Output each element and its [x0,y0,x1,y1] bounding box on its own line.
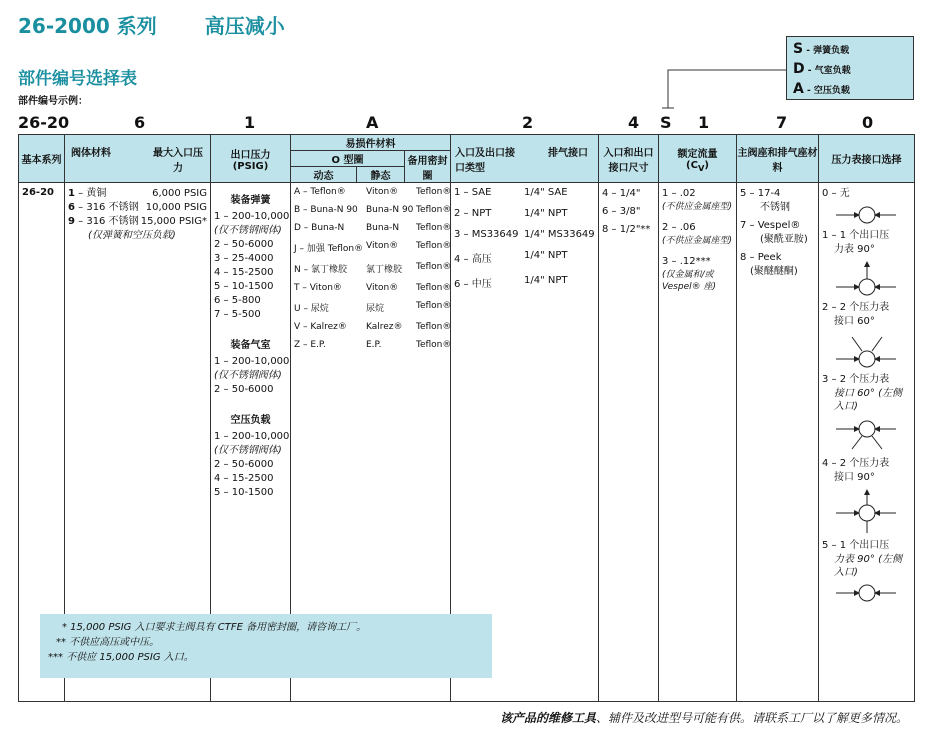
footnote: *** 不供应 15,000 PSIG 入口。 [48,652,194,663]
flow-option: 2 – .06 [662,222,696,233]
col-backup: 备用密封圈 [405,151,451,183]
wear-backup: Teflon® [416,262,452,272]
gauge-note: 接口 90° [834,472,875,483]
seat-note: (聚酰亚胺) [760,234,808,245]
wear-static: Viton® [366,187,399,197]
outlet-option: 1 – 200-10,000 [214,431,290,442]
col-outlet: 出口压力 (PSIG) [211,135,291,183]
air-title: 空压负载 [230,415,271,426]
col-dynamic: 动态 [291,167,357,183]
outlet-option: 5 – 10-1500 [214,487,274,498]
port-option: 1 – SAE [454,187,492,198]
dome-title: 装备气室 [230,340,271,351]
seq-port-size: 4 [628,113,640,132]
col-port-size: 入口和出口接口尺寸 [599,135,659,183]
seat-note: 不锈钢 [760,202,790,213]
col-wear: 易损件材料 [291,135,451,151]
gauge-5-icon [832,581,902,605]
flow-note: (仅金属和/或 Vespel® 座) [662,270,716,292]
seq-wear: A [366,113,379,132]
outlet-option: 1 – 200-10,000 [214,211,290,222]
seat-option: 8 – Peek [740,252,782,263]
seq-load: S [660,113,672,132]
outlet-option: 6 – 5-800 [214,295,261,306]
outlet-note: (仅不锈钢阀体) [214,370,282,381]
col-oring: O 型圈 [291,151,405,167]
title-code: 26-2000 系列 [18,14,157,38]
flow-note: (不供应金属座型) [662,236,733,246]
flow-cell [659,183,737,702]
outlet-option: 2 – 50-6000 [214,239,274,250]
vent-option: 1/4" NPT [524,275,568,286]
seat-option: 5 – 17-4 [740,188,781,199]
wear-static: Buna-N 90 [366,205,414,215]
col-flow: 额定流量 $(C_V)$ [659,135,737,183]
seq-flow: 1 [698,113,710,132]
wear-option: A – Teflon® [294,187,346,197]
gauge-none-icon [832,203,902,227]
body-row: 1 – 黄铜 6,000 PSIG [68,188,207,199]
col-body: 阀体材料 最大入口压力 [65,135,211,183]
col-base: 基本系列 [19,135,65,183]
gauge-note: 接口 60° [834,316,875,327]
wear-static: Viton® [366,283,399,293]
key-connector-line [660,66,790,116]
wear-backup: Teflon® [416,340,452,350]
gauge-4-icon [832,487,902,537]
wear-option: T – Viton® [294,283,342,293]
gauge-option: 1 – 1 个出口压 [822,230,890,241]
footnote: * 15,000 PSIG 入口要求主阀具有 CTFE 备用密封圈，请咨询工厂。 [62,622,367,633]
seat-note: (聚醚醚酮) [750,266,798,277]
wear-option: V – Kalrez® [294,322,347,332]
outlet-option: 4 – 15-2500 [214,267,274,278]
footer-note: 该产品的维修工具、辅件及改进型号可能有供。请联系工厂以了解更多情况。 [499,711,908,725]
wear-static: 氯丁橡胶 [366,265,403,275]
col-gauge: 压力表接口选择 [819,135,915,183]
wear-backup: Teflon® [416,322,452,332]
outlet-note: (仅不锈钢阀体) [214,445,282,456]
wear-backup: Teflon® [416,205,452,215]
outlet-option: 2 – 50-6000 [214,384,274,395]
seat-option: 7 – Vespel® [740,220,801,231]
outlet-option: 4 – 15-2500 [214,473,274,484]
gauge-note: 力表 90° [834,244,875,255]
gauge-2-icon [832,331,902,371]
port-option: 4 – 高压 [454,254,492,265]
wear-option: U – 尿烷 [294,304,329,314]
wear-option: B – Buna-N 90 [294,205,358,215]
title-name: 高压减小 [204,14,285,38]
outlet-option: 3 – 25-4000 [214,253,274,264]
outlet-note: (仅不锈钢阀体) [214,225,282,236]
flow-note: (不供应金属座型) [662,202,733,212]
wear-static: 尿烷 [366,304,385,314]
wear-static: Buna-N [366,223,400,233]
vent-option: 1/4" NPT [524,250,568,261]
gauge-note: 力表 90° (左侧入口) [834,554,902,578]
flow-option: 3 – .12*** [662,256,711,267]
size-option: 8 – 1/2"** [602,224,651,235]
key-row-s: S - 弹簧负载 [793,41,850,57]
page-title [18,10,285,39]
vent-option: 1/4" NPT [524,208,568,219]
wear-static: Viton® [366,241,399,251]
seat-cell [737,183,819,702]
port-option: 6 – 中压 [454,279,492,290]
wear-static: E.P. [366,340,382,350]
seq-base: 26-20 [18,113,70,132]
gauge-note: 接口 60° (左侧入口) [834,388,902,412]
outlet-option: 7 – 5-500 [214,309,261,320]
wear-backup: Teflon® [416,241,452,251]
seq-seat: 7 [776,113,788,132]
footnote: ** 不供应高压或中压。 [56,637,160,648]
vent-option: 1/4" MS33649 [524,229,595,240]
outlet-option: 1 – 200-10,000 [214,356,290,367]
gauge-option: 2 – 2 个压力表 [822,302,890,313]
seq-gauge: 0 [862,113,874,132]
gauge-option: 4 – 2 个压力表 [822,458,890,469]
seq-port-type: 2 [522,113,534,132]
seq-body: 6 [134,113,146,132]
gauge-option: 5 – 1 个出口压 [822,540,890,551]
flow-option: 1 – .02 [662,188,696,199]
key-row-a: A - 空压负载 [793,81,850,97]
outlet-option: 5 – 10-1500 [214,281,274,292]
size-option: 6 – 3/8" [602,206,641,217]
port-option: 3 – MS33649 [454,229,519,240]
footnotes [40,614,492,678]
port-size-cell [599,183,659,702]
body-row: 9 – 316 不锈钢 15,000 PSIG* [68,216,207,227]
wear-backup: Teflon® [416,187,452,197]
port-option: 2 – NPT [454,208,492,219]
size-option: 4 – 1/4" [602,188,641,199]
wear-backup: Teflon® [416,283,452,293]
col-static: 静态 [357,167,405,183]
gauge-option: 0 – 无 [822,188,850,199]
wear-option: J – 加强 Teflon® [294,244,364,254]
base-value: 26-20 [19,183,65,702]
wear-option: D – Buna-N [294,223,345,233]
seq-outlet: 1 [244,113,256,132]
col-port-type: 入口及出口接口类型 排气接口 [451,135,599,183]
spring-title: 装备弹簧 [230,195,271,206]
gauge-cell [819,183,915,702]
load-type-key [786,36,914,100]
key-row-d: D - 气室负载 [793,61,851,77]
example-label: 部件编号示例： [18,96,88,107]
gauge-option: 3 – 2 个压力表 [822,374,890,385]
outlet-option: 2 – 50-6000 [214,459,274,470]
wear-static: Kalrez® [366,322,403,332]
col-seat: 主阀座和排气座材料 [737,135,819,183]
gauge-3-icon [832,415,902,455]
section-title: 部件编号选择表 [18,69,137,89]
body-row: 6 – 316 不锈钢 10,000 PSIG [68,202,207,213]
gauge-1-icon [832,259,902,299]
wear-backup: Teflon® [416,301,452,311]
vent-option: 1/4" SAE [524,187,568,198]
wear-backup: Teflon® [416,223,452,233]
body-note: (仅弹簧和空压负载) [88,230,176,241]
wear-option: Z – E.P. [294,340,326,350]
wear-option: N – 氯丁橡胶 [294,265,347,275]
